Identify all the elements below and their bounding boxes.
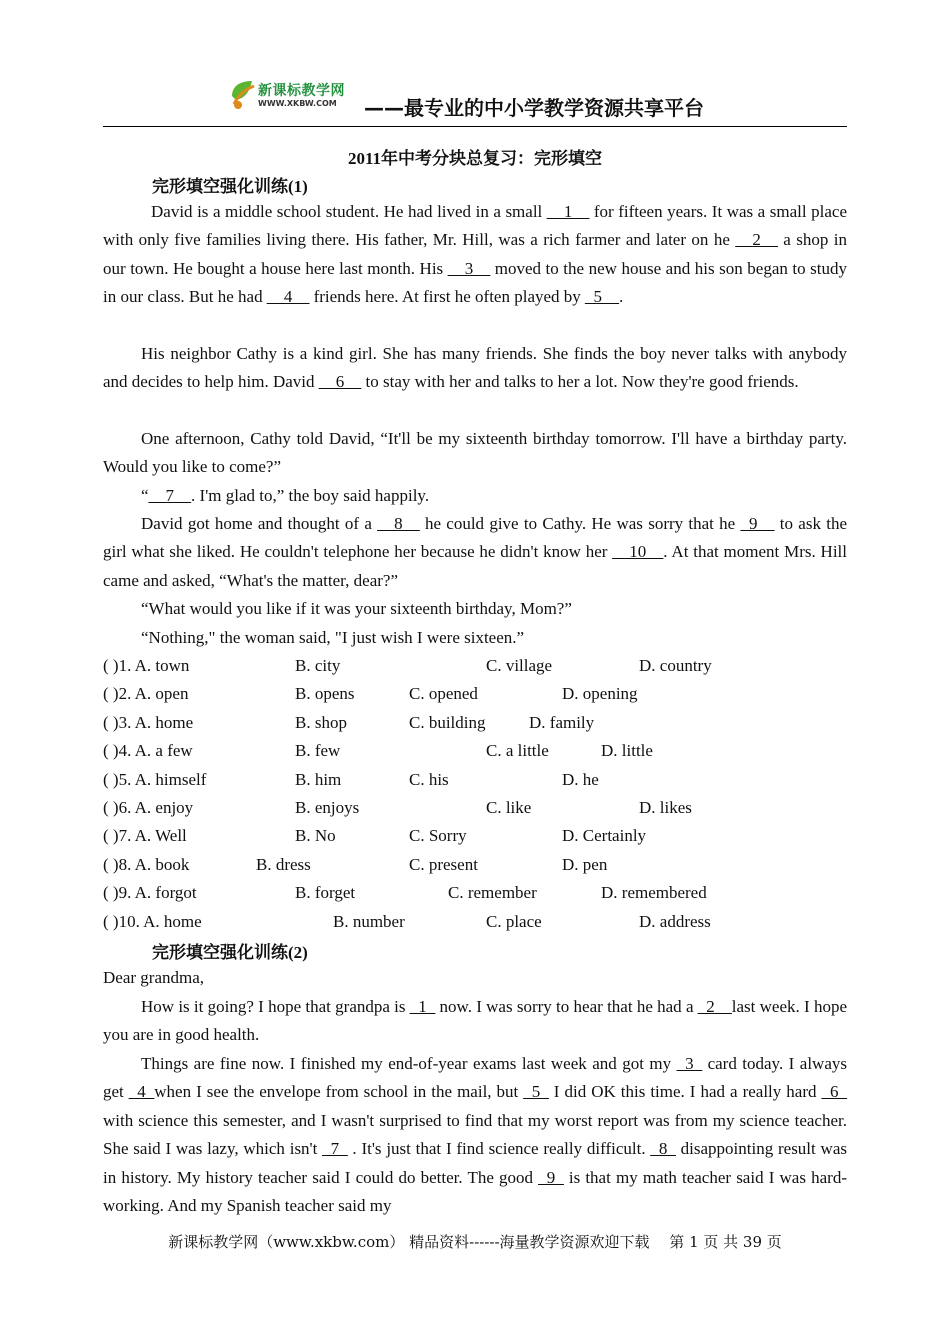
blank-6: __6__ <box>318 372 362 392</box>
s1-paragraph-6: “What would you like if it was your sixteenth birthday, Mom?” <box>141 599 572 618</box>
blank-8: __8__ <box>377 514 420 533</box>
page-footer: 新课标教学网（www.xkbw.com） 精品资料------海量教学资源欢迎下载 第 1 页 共 39 页 <box>168 1233 782 1251</box>
option-row <box>103 879 847 907</box>
option-choice-c: C. his <box>409 769 449 789</box>
option-question: ( )10. A. home <box>103 911 202 931</box>
option-choice-b: B. number <box>333 911 405 931</box>
option-choice-d: D. little <box>601 741 653 761</box>
header-divider <box>103 126 847 127</box>
s2-blank-5: _5_ <box>523 1082 549 1102</box>
s2-paragraph-1: How is it going? I hope that grandpa is _1_ now. I was sorry to hear that he had a _2__last week. I hope you are in good health. <box>103 997 847 1045</box>
option-choice-c: C. like <box>486 798 532 817</box>
option-row <box>103 737 847 765</box>
option-row <box>103 908 847 936</box>
option-choice-c: C. remember <box>448 883 537 903</box>
site-logo <box>228 78 364 114</box>
option-choice-c: C. a little <box>486 741 549 761</box>
s2-paragraph-2: Things are fine now. I finished my end-of-year exams last week and got my _3_ card today. I always get _4_when I see the envelope from school in the mail, but _5_ I did OK this time. I had a really hard _6_ with science this semester, and I wasn't surprised to find that my worst report was from my science teacher. She said I was lazy, which isn't _7_ . It's just that I find science really difficult. _8_ disappointing result was in history. My history teacher said I could do better. The good _9_ is that my math teacher said I was hard-working. And my Spanish teacher said my <box>103 1054 847 1216</box>
s1-paragraph-1: David is a middle school student. He had lived in a small __1__ for fifteen years. It was a small place with only five families living there. His father, Mr. Hill, was a rich farmer and later on he __2__ a shop in our town. He bought a house here last month. His __3__ moved to the new house and his son began to study in our class. But he had __4__ friends here. At first he often played by _5__. <box>103 202 847 307</box>
option-choice-d: D. family <box>529 712 595 732</box>
option-choice-b: B. enjoys <box>295 798 360 817</box>
s1-paragraph-3: One afternoon, Cathy told David, “It'll be my sixteenth birthday tomorrow. I'll have a birthday party. Would you like to come?” <box>103 429 847 477</box>
option-choice-b: B. dress <box>256 854 311 874</box>
option-question: ( )5. A. himself <box>103 769 207 789</box>
option-choice-b: B. No <box>295 826 336 846</box>
option-row <box>103 680 847 708</box>
option-question: ( )4. A. a few <box>103 741 193 761</box>
option-choice-b: B. forget <box>295 883 356 903</box>
s2-blank-2: _2__ <box>697 997 732 1016</box>
blank-9: _9__ <box>740 514 775 533</box>
blank-7: __7__ <box>148 486 192 505</box>
option-row <box>103 652 847 680</box>
logo-text: 新课标教学网 <box>258 83 345 99</box>
option-choice-c: C. building <box>409 712 486 732</box>
option-choice-b: B. shop <box>295 712 347 732</box>
option-question: ( )9. A. forgot <box>103 883 197 903</box>
s2-blank-1: _1_ <box>409 997 436 1016</box>
option-choice-b: B. few <box>295 741 341 761</box>
s1-paragraph-2: His neighbor Cathy is a kind girl. She has many friends. She finds the boy never talks with anybody and decides to help him. David __6__ to stay with her and talks to her a lot. Now they're good friends. <box>103 344 847 392</box>
option-choice-b: B. city <box>295 656 341 675</box>
option-choice-d: D. country <box>639 656 712 675</box>
blank-4: __4__ <box>266 287 310 307</box>
option-choice-d: D. pen <box>562 854 608 874</box>
blank-5: _5__ <box>585 287 620 307</box>
section-2-title: 完形填空强化训练(2) <box>152 943 308 962</box>
blank-2: __2__ <box>735 230 778 250</box>
blank-10: __10__ <box>612 542 664 562</box>
option-row <box>103 851 847 879</box>
option-choice-d: D. opening <box>562 684 638 704</box>
s2-blank-9: _9_ <box>538 1167 564 1187</box>
option-choice-d: D. he <box>562 769 599 789</box>
option-choice-c: C. village <box>486 656 553 675</box>
option-choice-d: D. remembered <box>601 883 707 903</box>
option-choice-b: B. opens <box>295 684 355 704</box>
option-row <box>103 766 847 794</box>
s2-greeting: Dear grandma, <box>103 968 205 987</box>
option-question: ( )7. A. Well <box>103 826 187 846</box>
option-question: ( )1. A. town <box>103 656 190 675</box>
s1-paragraph-7: “Nothing," the woman said, "I just wish I were sixteen.” <box>141 628 525 647</box>
option-row <box>103 822 847 850</box>
s2-blank-7: _7_ <box>322 1139 348 1159</box>
s1-paragraph-4: “__7__. I'm glad to,” the boy said happily. <box>141 486 430 505</box>
option-row <box>103 709 847 737</box>
option-choice-c: C. opened <box>409 684 478 704</box>
s2-blank-4: _4_ <box>128 1082 155 1102</box>
blank-1: __1__ <box>546 202 590 221</box>
option-choice-c: C. Sorry <box>409 826 467 846</box>
document-title: 2011年中考分块总复习：完形填空 <box>347 149 603 168</box>
option-choice-d: D. likes <box>639 798 692 817</box>
s2-blank-3: _3_ <box>676 1054 703 1073</box>
section-1-title: 完形填空强化训练(1) <box>152 177 308 196</box>
leaf-logo-icon <box>228 78 258 112</box>
blank-3: __3__ <box>447 258 491 278</box>
page-header <box>228 78 788 122</box>
option-question: ( )3. A. home <box>103 712 194 732</box>
option-question: ( )6. A. enjoy <box>103 798 194 817</box>
s2-blank-8: _8_ <box>650 1139 676 1159</box>
option-choice-c: C. place <box>486 911 542 931</box>
option-question: ( )8. A. book <box>103 854 190 874</box>
header-tagline: ——最专业的中小学教学资源共享平台 <box>364 96 704 120</box>
option-row <box>103 794 847 822</box>
option-choice-b: B. him <box>295 769 342 789</box>
s1-paragraph-5: David got home and thought of a __8__ he could give to Cathy. He was sorry that he _9__ to ask the girl what she liked. He couldn't telephone her because he didn't know her __10__. At that moment Mrs. Hill came and asked, “What's the matter, dear?” <box>103 514 848 590</box>
option-choice-d: D. address <box>639 911 711 931</box>
option-choice-d: D. Certainly <box>562 826 647 846</box>
option-question: ( )2. A. open <box>103 684 189 704</box>
s2-blank-6: _6_ <box>821 1082 847 1102</box>
option-choice-c: C. present <box>409 854 478 874</box>
logo-url: WWW.XKBW.COM <box>258 99 337 108</box>
